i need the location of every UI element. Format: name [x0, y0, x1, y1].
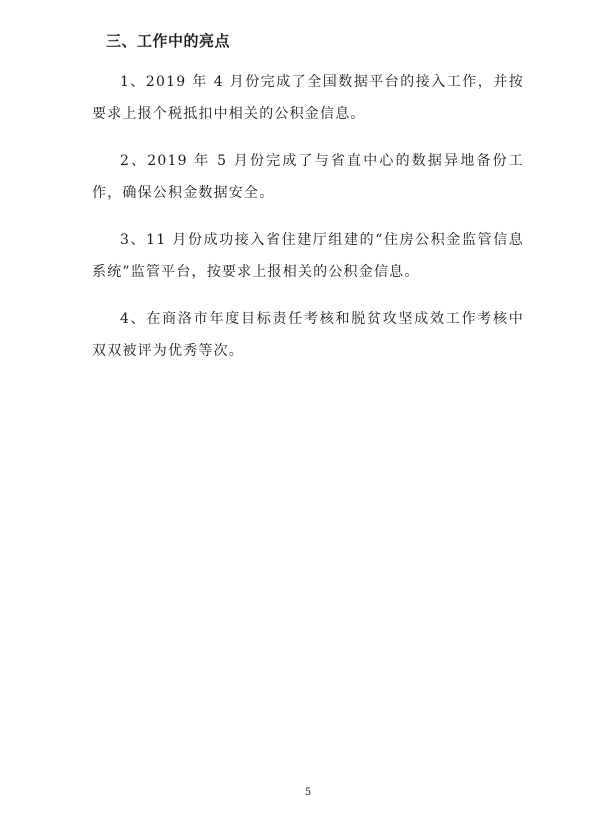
- paragraph-4: 4、在商洛市年度目标责任考核和脱贫攻坚成效工作考核中双双被评为优秀等次。: [92, 311, 524, 359]
- paragraph-3: 3、11 月份成功接入省住建厅组建的“住房公积金监管信息系统”监管平台，按要求上报相关的公积金信息。: [92, 232, 524, 280]
- paragraph-2: 2、2019 年 5 月份完成了与省直中心的数据异地备份工作，确保公积金数据安全。: [92, 153, 524, 201]
- section-heading: 三、工作中的亮点: [106, 32, 231, 50]
- paragraph-1: 1、2019 年 4 月份完成了全国数据平台的接入工作，并按要求上报个税抵扣中相关的公积金信息。: [92, 74, 524, 122]
- page-number: 5: [304, 787, 312, 798]
- document-body: [92, 30, 524, 382]
